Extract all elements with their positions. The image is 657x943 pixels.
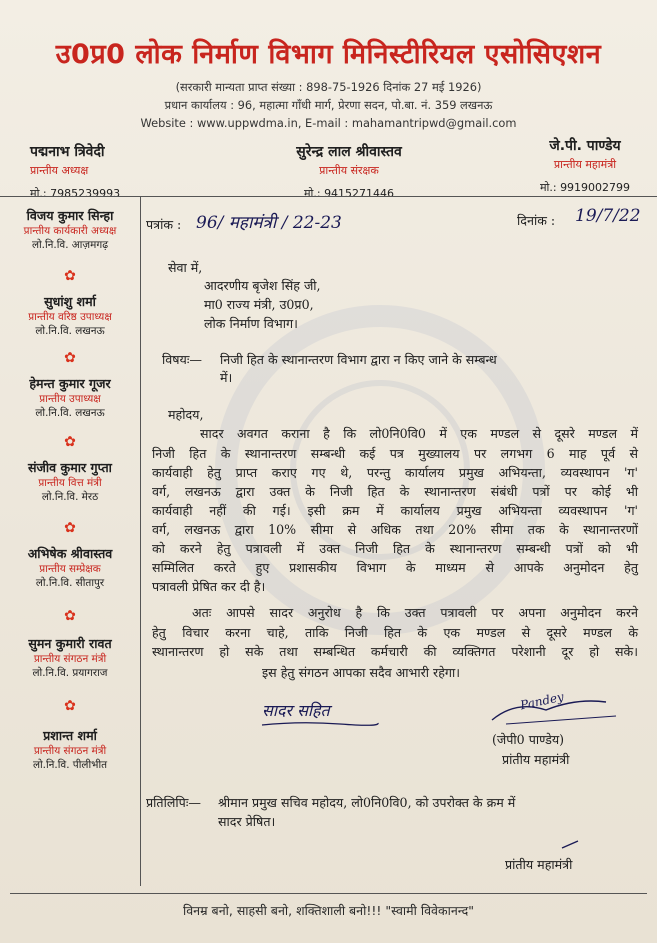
officer-designation: प्रान्तीय अध्यक्ष — [30, 164, 89, 177]
para2-line: स्थानान्तरण हो सके तथा सम्बन्धित कर्मचारी की व्यक्तिगत परेशानी दूर हो सके। — [152, 644, 638, 659]
sidebar-designation: प्रान्तीय उपाध्यक्ष — [39, 393, 101, 405]
flower-icon: ✿ — [64, 608, 76, 624]
handwritten-note: सादर सहित — [262, 701, 330, 720]
closing-line: इस हेतु संगठन आपका सदैव आभारी रहेगा। — [262, 665, 461, 680]
officer-mobile: मो.: 9415271446 — [303, 187, 395, 200]
sidebar-designation: प्रान्तीय कार्यकारी अध्यक्ष — [23, 225, 117, 237]
copy-line: श्रीमान प्रमुख सचिव महोदय, लो0नि0वि0, को उपरोक्त के क्रम में — [218, 795, 516, 810]
para1-line: पत्रावली प्रेषित कर दी है। — [152, 579, 266, 594]
note-underline — [260, 720, 380, 728]
sidebar-designation: प्रान्तीय वरिष्ठ उपाध्यक्ष — [28, 311, 112, 323]
org-title: उ0प्र0 लोक निर्माण विभाग मिनिस्टीरियल एसोसिएशन — [55, 39, 602, 70]
officer-patron — [254, 142, 444, 201]
sidebar-location: लो.नि.वि. सीतापुर — [35, 577, 105, 589]
flower-icon: ✿ — [64, 520, 76, 536]
officer-name: जे.पी. पाण्डेय — [549, 138, 621, 154]
sidebar-name: हेमन्त कुमार गूजर — [29, 376, 111, 391]
officer-name: पद्मनाभ त्रिवेदी — [30, 144, 105, 160]
officer-designation: प्रान्तीय महामंत्री — [553, 158, 617, 171]
addressee-line: लोक निर्माण विभाग। — [204, 316, 298, 331]
addressee-line: मा0 राज्य मंत्री, उ0प्र0, — [204, 297, 314, 312]
sidebar-entry — [0, 728, 140, 772]
flower-icon: ✿ — [64, 350, 76, 366]
header-divider — [0, 196, 657, 197]
sidebar-name: प्रशान्त शर्मा — [43, 728, 97, 743]
para2-line: अतः आपसे सादर अनुरोध है कि उक्त पत्रावली पर अपना अनुमोदन करने — [192, 605, 638, 620]
officer-designation: प्रान्तीय संरक्षक — [319, 164, 379, 177]
para2-line: हेतु विचार करना चाहे, ताकि निजी हित के एक मण्डल से दूसरे मण्डल के — [152, 625, 638, 640]
sidebar-entry — [0, 376, 140, 420]
copy-label: प्रतिलिपिः— — [146, 795, 201, 810]
addressee-line: आदरणीय बृजेश सिंह जी, — [204, 278, 321, 293]
para1-line: को करने हेतु पत्रावली में उक्त निजी हित के स्थानान्तरण सम्बन्धी पत्रों को भी — [152, 541, 638, 556]
signatory-name: (जेपी0 पाण्डेय) — [492, 732, 565, 747]
para1-line: कार्यवाही हेतु प्राप्त कराए गए थे, परन्तु कार्यालय प्रमुख अभियन्ता, व्यवस्थापन 'ग' — [152, 465, 638, 480]
para1-line: सम्मिलित करते हुए प्रशासकीय विभाग के माध्यम से आपके अनुमोदन हेतु — [152, 560, 638, 575]
footer-motto: विनम्र बनो, साहसी बनो, शक्तिशाली बनो!!! "स्वामी विवेकानन्द" — [182, 903, 475, 918]
subject-line: में। — [220, 370, 233, 385]
sidebar-designation: प्रान्तीय सम्प्रेक्षक — [39, 563, 101, 575]
para1-line: निजी हित के स्थानान्तरण सम्बन्धी कई पत्र मुख्यालय पर लगभग 6 माह पूर्व से — [152, 446, 638, 461]
copy-line: सादर प्रेषित। — [218, 814, 276, 829]
sidebar-name: अभिषेक श्रीवास्तव — [27, 546, 113, 561]
sidebar-divider — [140, 196, 141, 886]
footer-divider — [10, 893, 647, 894]
head-office-line: प्रधान कार्यालय : 96, महात्मा गाँधी मार्ग, प्रेरणा सदन, पो.बा. नं. 359 लखनऊ — [164, 98, 493, 112]
signatory-designation: प्रांतीय महामंत्री — [502, 752, 570, 767]
flower-icon: ✿ — [64, 434, 76, 450]
sidebar-entry — [0, 546, 140, 590]
addressee-line: सेवा में, — [168, 260, 203, 275]
ref-label: पत्रांक : — [146, 217, 182, 232]
subject-line: निजी हित के स्थानान्तरण विभाग द्वारा न किए जाने के सम्बन्ध — [220, 352, 497, 367]
sidebar-location: लो.नि.वि. प्रयागराज — [32, 667, 108, 679]
sidebar-entry — [0, 294, 140, 338]
sidebar-location: लो.नि.वि. आज़मगढ़ — [31, 239, 109, 251]
para1-line: कार्यवाही नहीं की गई। इसी क्रम में कार्यालय प्रमुख अभियन्ता व्यवस्थापन 'ग' — [152, 503, 638, 518]
initial-mark — [560, 838, 580, 852]
para1-line: वर्ग, लखनऊ द्वारा उक्त के निजी हित के स्थानान्तरण संबंधी पत्रों पर कोई भी — [152, 484, 638, 499]
date-value: 19/7/22 — [575, 206, 641, 226]
sidebar-name: संजीव कुमार गुप्ता — [28, 460, 112, 475]
bottom-designation: प्रांतीय महामंत्री — [505, 857, 573, 872]
flower-icon: ✿ — [64, 268, 76, 284]
para1-line: सादर अवगत कराना है कि लो0नि0वि0 में एक मण्डल से दूसरे मण्डल में — [200, 426, 638, 441]
sidebar-entry — [0, 208, 140, 252]
officer-name: सुरेन्द्र लाल श्रीवास्तव — [296, 144, 402, 160]
officer-mobile: मो.: 9919002799 — [539, 181, 631, 194]
flower-icon: ✿ — [64, 698, 76, 714]
sidebar-designation: प्रान्तीय संगठन मंत्री — [33, 745, 107, 757]
para1-line: वर्ग, लखनऊ द्वारा 10% सीमा से अधिक तथा 20% सीमा तक के स्थानान्तरणों — [152, 522, 638, 537]
sidebar-location: लो.नि.वि. मेरठ — [41, 491, 99, 503]
sidebar-location: लो.नि.वि. पीलीभीत — [32, 759, 108, 771]
salutation: महोदय, — [168, 407, 204, 422]
officer-mobile: मो.: 7985239993 — [30, 187, 121, 200]
signature: Pandey — [519, 689, 565, 713]
sidebar-name: सुमन कुमारी रावत — [28, 636, 112, 651]
sidebar-location: लो.नि.वि. लखनऊ — [35, 407, 105, 419]
recognition-line: (सरकारी मान्यता प्राप्त संख्या : 898-75-1926 दिनांक 27 मई 1926) — [175, 80, 482, 94]
sidebar-designation: प्रान्तीय वित्त मंत्री — [38, 477, 102, 489]
sidebar-location: लो.नि.वि. लखनऊ — [35, 325, 105, 337]
subject-label: विषयः— — [162, 352, 202, 367]
sidebar-entry — [0, 460, 140, 504]
date-label: दिनांक : — [517, 213, 556, 228]
sidebar-name: सुधांशु शर्मा — [44, 294, 96, 309]
sidebar-designation: प्रान्तीय संगठन मंत्री — [33, 653, 107, 665]
officer-general-secretary — [520, 136, 650, 195]
officer-president — [30, 142, 210, 201]
ref-number: 96/ महामंत्री / 22-23 — [196, 213, 342, 233]
contact-line: Website : www.uppwdma.in, E-mail : mahamantripwd@gmail.com — [140, 116, 517, 130]
sidebar-name: विजय कुमार सिन्हा — [26, 208, 114, 223]
sidebar-entry — [0, 636, 140, 680]
